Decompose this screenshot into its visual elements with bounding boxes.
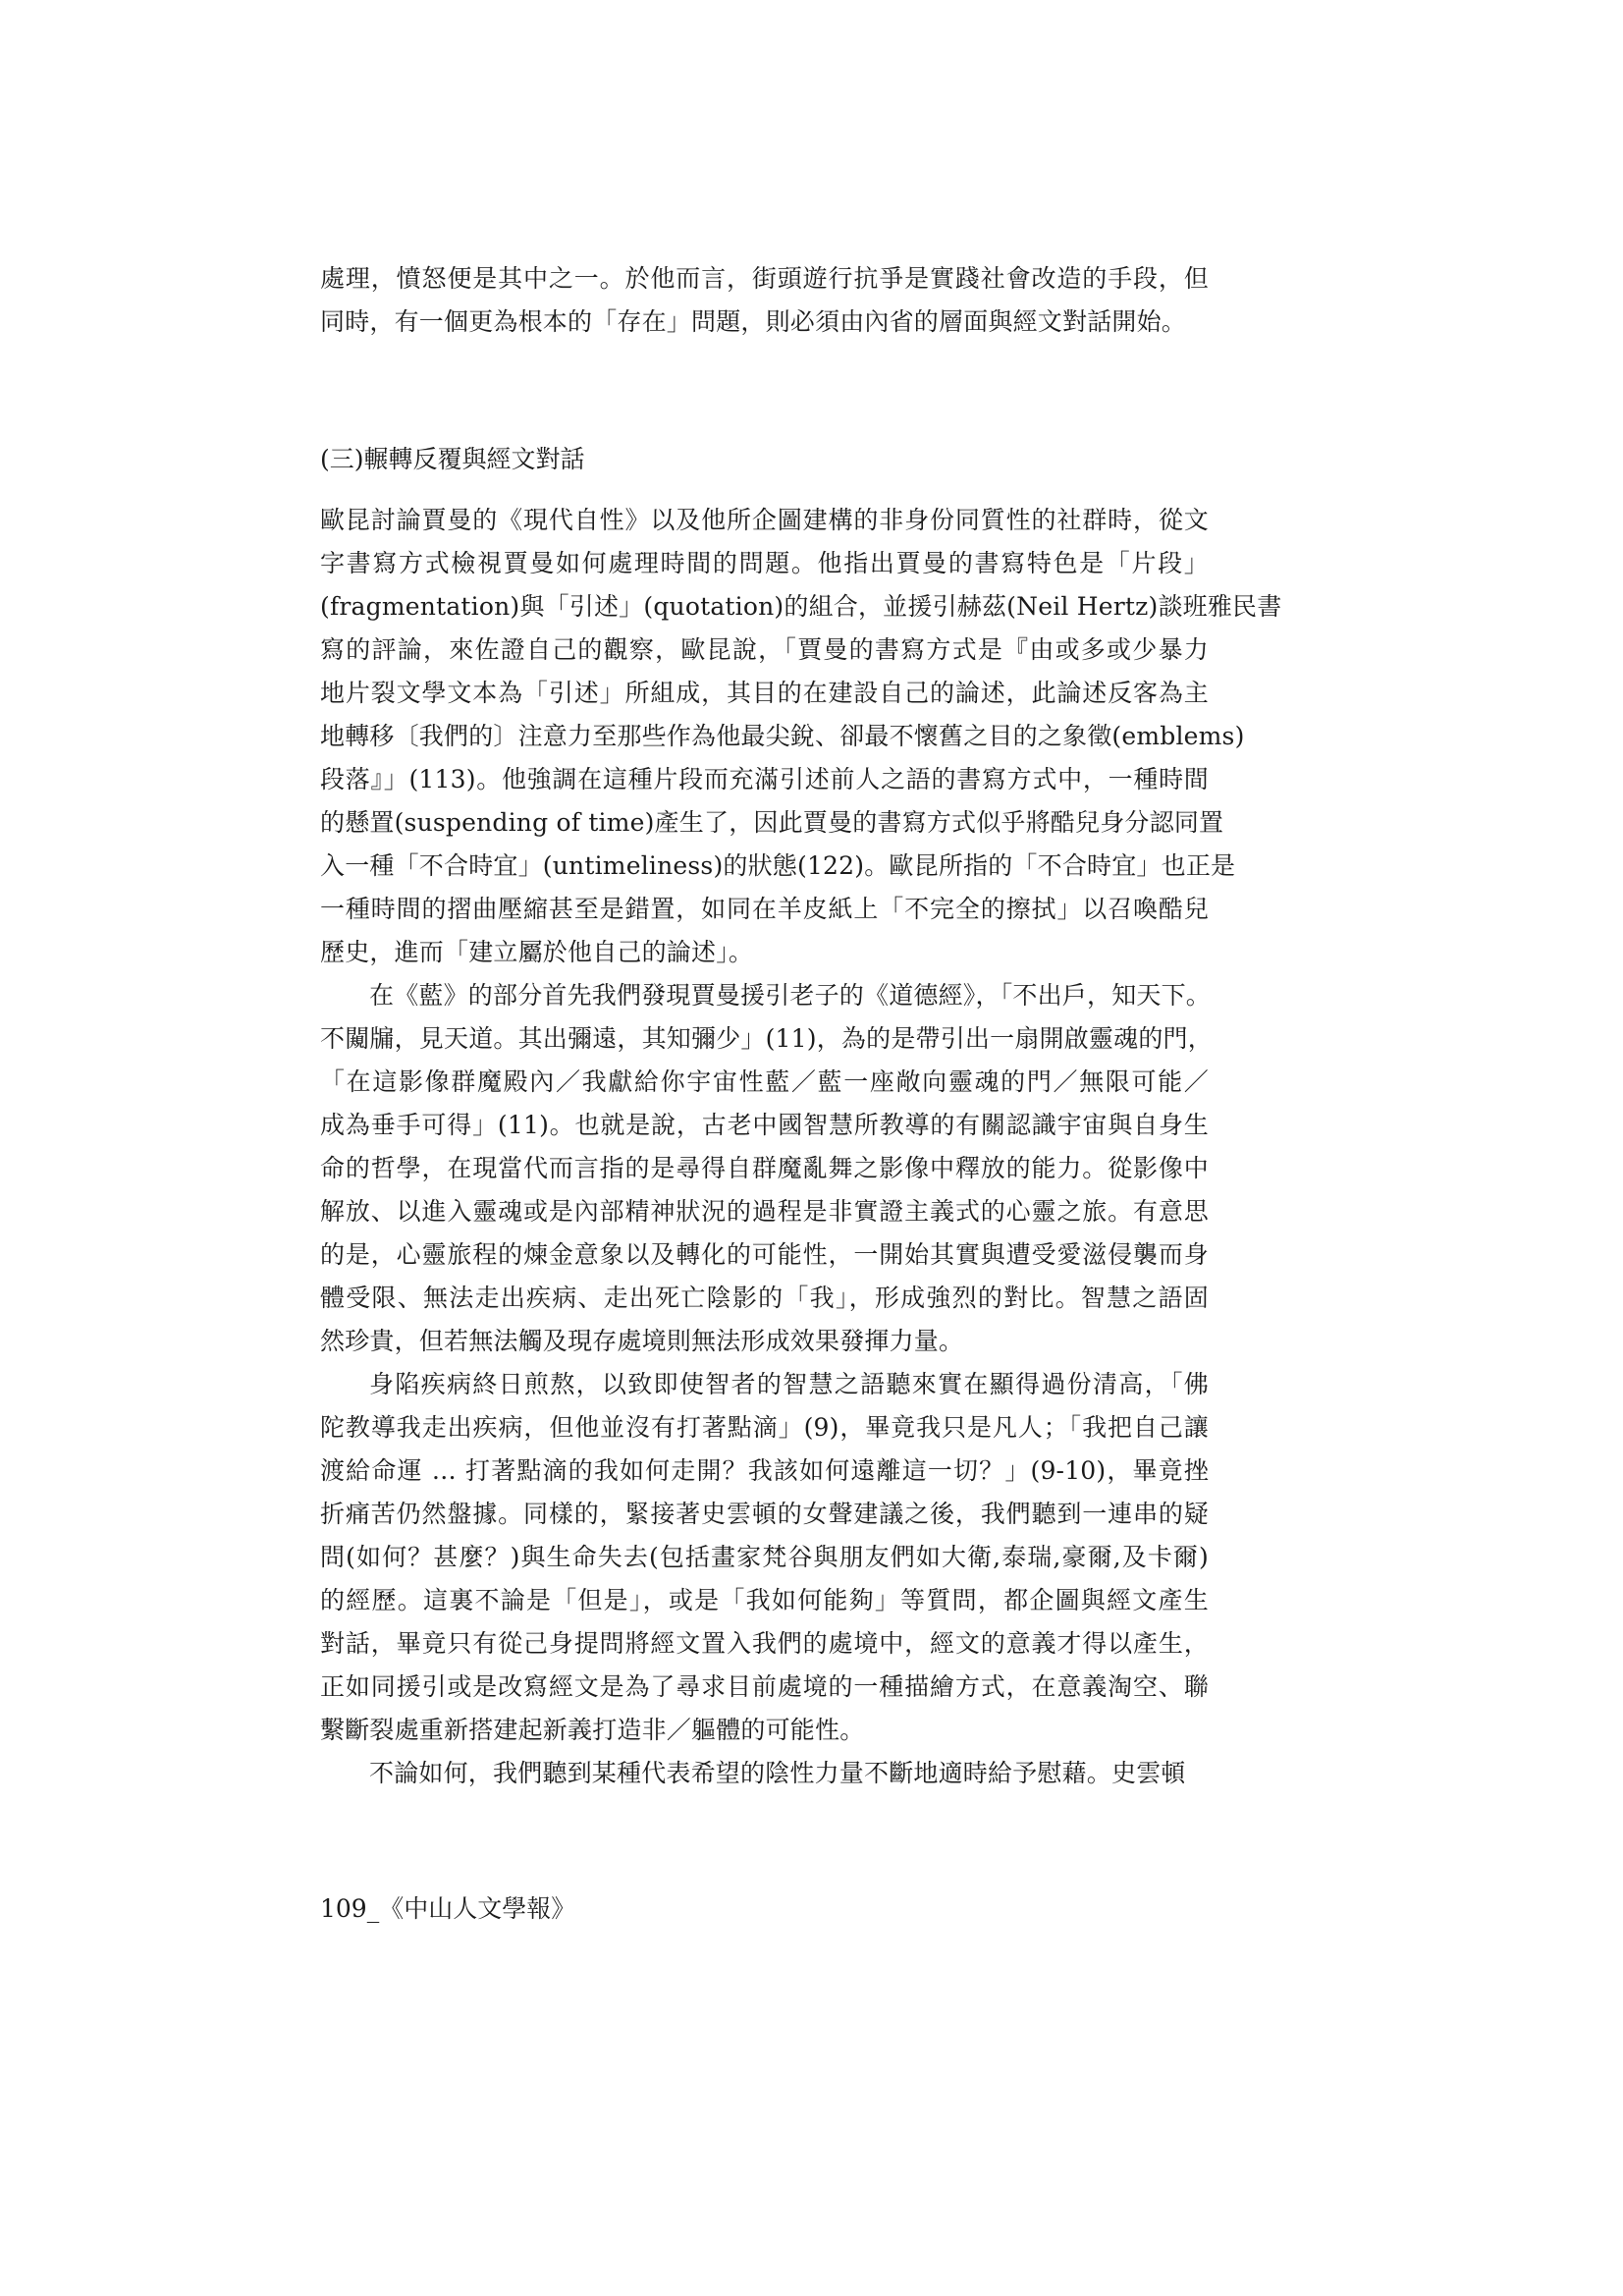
paragraph xyxy=(320,1752,1209,1795)
paragraph xyxy=(320,1363,1209,1752)
text-line: 同時，有一個更為根本的「存在」問題，則必須由內省的層面與經文對話開始。 xyxy=(320,307,1187,336)
text-line: 陀教導我走出疾病，但他並沒有打著點滴」(9)，畢竟我只是凡人；「我把自己讓 xyxy=(320,1413,1209,1442)
text-line: 解放、以進入靈魂或是內部精神狀況的過程是非實證主義式的心靈之旅。有意思 xyxy=(320,1197,1209,1226)
text-line: 的是，心靈旅程的煉金意象以及轉化的可能性，一開始其實與遭受愛滋侵襲而身 xyxy=(320,1240,1209,1269)
intro-paragraph xyxy=(320,257,1209,344)
text-line: 地片裂文學文本為「引述」所組成，其目的在建設自己的論述，此論述反客為主 xyxy=(320,679,1209,707)
paragraph xyxy=(320,499,1282,974)
text-line: 命的哲學，在現當代而言指的是尋得自群魔亂舞之影像中釋放的能力。從影像中 xyxy=(320,1154,1209,1182)
page-footer: 109_《中山人文學報》 xyxy=(320,1894,576,1923)
text-line: 「在這影像群魔殿內／我獻給你宇宙性藍／藍一座敞向靈魂的門／無限可能／ xyxy=(320,1067,1209,1096)
text-line: 然珍貴，但若無法觸及現存處境則無法形成效果發揮力量。 xyxy=(320,1327,964,1355)
text-line: 問(如何？甚麼？)與生命失去(包括畫家梵谷與朋友們如大衛,泰瑞,豪爾,及卡爾) xyxy=(320,1543,1209,1571)
body-text xyxy=(320,499,1282,1795)
text-line: 不論如何，我們聽到某種代表希望的陰性力量不斷地適時給予慰藉。史雲頓 xyxy=(369,1759,1186,1787)
section-heading: (三)輾轉反覆與經文對話 xyxy=(320,445,585,473)
text-line: 歷史，進而「建立屬於他自己的論述」。 xyxy=(320,938,754,966)
text-line: 地轉移〔我們的〕注意力至那些作為他最尖銳、卻最不懷舊之目的之象徵(emblems) xyxy=(320,722,1245,750)
text-line: 在《藍》的部分首先我們發現賈曼援引老子的《道德經》，「不出戶，知天下。 xyxy=(369,981,1212,1010)
text-line: 寫的評論，來佐證自己的觀察，歐昆說，「賈曼的書寫方式是『由或多或少暴力 xyxy=(320,635,1209,664)
text-line: 身陷疾病終日煎熬，以致即使智者的智慧之語聽來實在顯得過份清高，「佛 xyxy=(369,1370,1209,1398)
text-line: 歐昆討論賈曼的《現代自性》以及他所企圖建構的非身份同質性的社群時，從文 xyxy=(320,506,1209,534)
text-line: 的懸置(suspending of time)產生了，因此賈曼的書寫方式似乎將酷兒身分認同置 xyxy=(320,808,1224,837)
text-line: 段落』」(113)。他強調在這種片段而充滿引述前人之語的書寫方式中，一種時間 xyxy=(320,765,1209,793)
text-line: (fragmentation)與「引述」(quotation)的組合，並援引赫茲(Neil Hertz)談班雅民書 xyxy=(320,592,1282,621)
text-line: 不闚牖，見天道。其出彌遠，其知彌少」(11)，為的是帶引出一扇開啟靈魂的門， xyxy=(320,1024,1213,1053)
text-line: 折痛苦仍然盤據。同樣的，緊接著史雲頓的女聲建議之後，我們聽到一連串的疑 xyxy=(320,1500,1209,1528)
text-line: 字書寫方式檢視賈曼如何處理時間的問題。他指出賈曼的書寫特色是「片段」 xyxy=(320,549,1209,577)
text-line: 的經歷。這裏不論是「但是」，或是「我如何能夠」等質問，都企圖與經文產生 xyxy=(320,1586,1209,1614)
text-line: 渡給命運 … 打著點滴的我如何走開？我該如何遠離這一切？」(9-10)，畢竟挫 xyxy=(320,1456,1209,1485)
text-line: 繫斷裂處重新搭建起新義打造非／軀體的可能性。 xyxy=(320,1716,865,1744)
text-line: 成為垂手可得」(11)。也就是說，古老中國智慧所教導的有關認識宇宙與自身生 xyxy=(320,1111,1209,1139)
text-line: 對話，畢竟只有從己身提問將經文置入我們的處境中，經文的意義才得以產生， xyxy=(320,1629,1209,1658)
paragraph xyxy=(320,974,1213,1363)
text-line: 處理，憤怒便是其中之一。於他而言，街頭遊行抗爭是實踐社會改造的手段，但 xyxy=(320,264,1209,293)
text-line: 體受限、無法走出疾病、走出死亡陰影的「我」，形成強烈的對比。智慧之語固 xyxy=(320,1284,1209,1312)
text-line: 入一種「不合時宜」(untimeliness)的狀態(122)。歐昆所指的「不合時宜」也正是 xyxy=(320,851,1236,880)
text-line: 正如同援引或是改寫經文是為了尋求目前處境的一種描繪方式，在意義淘空、聯 xyxy=(320,1672,1209,1701)
text-line: 一種時間的摺曲壓縮甚至是錯置，如同在羊皮紙上「不完全的擦拭」以召喚酷兒 xyxy=(320,895,1209,923)
